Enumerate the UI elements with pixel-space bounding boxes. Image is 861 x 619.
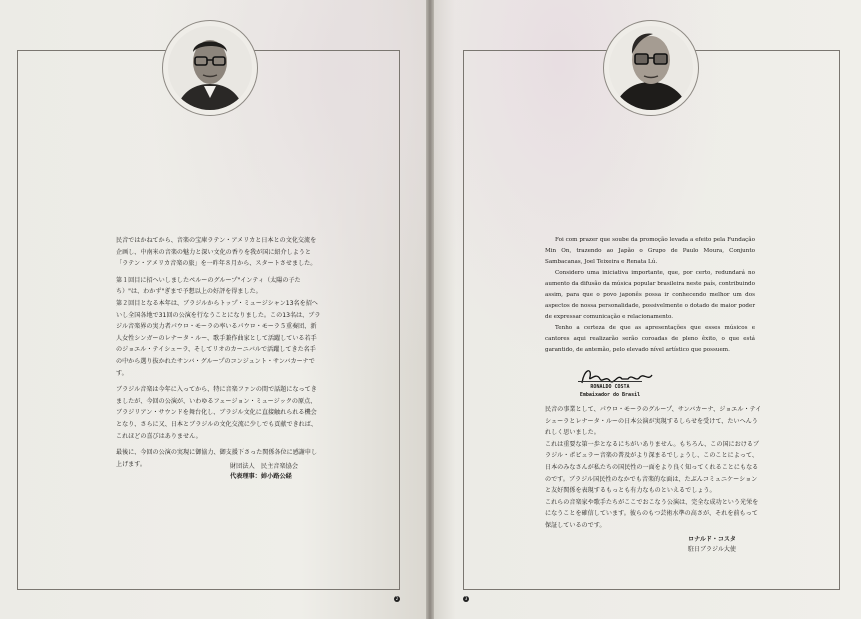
japanese-message [545, 404, 763, 532]
left-message-body [116, 235, 321, 470]
paragraph: 民音ではかねてから、音楽の宝庫ラテン・アメリカと日本との文化交流を企画し、中南米の音楽の魅力と深い文化の香りを我が国に紹介しようと「ラテン・アメリカ音楽の旅」を一昨年８月から、スタートさせました。 [116, 237, 317, 268]
signature-rule [578, 381, 642, 382]
paragraph: Tenho a certeza de que as apresentações que esses músicos e cantores aqui realizarão serão coroadas de pleno êxito, o que está garantido, de antemão, pelo elevado nível artístico que possuem. [545, 325, 755, 353]
signature-org: 財団法人 民主音楽協会 [230, 463, 299, 470]
portrait-photo [603, 20, 699, 116]
paragraph: これは重要な第一歩となるにちがいありません。もちろん、この国におけるブラジル・ポピュラー音楽の普及がより深まるでしょうし、このことによって、日本のみなさんが私たちの国民性の一面をより良く知ってくれることにもなるのです。ブラジル国民性のなかでも音楽的な面は、たぶんコミュニケーションと友好関係を表現するもっとも有力なものといえるでしょう。 [545, 440, 760, 495]
paragraph: Foi com prazer que soube da promoção levada a efeito pela Fundação Min On, trazendo ao Japão o Grupo de Paulo Moura, Conjunto Sambacanas, Joel Teixeira e Renata Lú. [545, 237, 755, 265]
page-number: 3 [464, 596, 468, 601]
paragraph: 最後に、今回の公演の実現に御協力、御支援下さった関係各位に感謝申し上げます。 [116, 449, 318, 468]
ambassador-title: Embaixador do Brasil [579, 392, 641, 398]
paragraph: 民音の事業として、パウロ・モーラのグループ、サンバカーナ、ジョエル・テイシェーラとレナータ・ルーの日本公演が実現するしらせを受けて、たいへんうれしく思いました。 [545, 406, 762, 437]
left-signature [230, 462, 298, 482]
ambassador-name: RONALDO COSTA [590, 384, 630, 390]
paragraph: 第１回目に招へいしましたペルーのグループ"インティ（太陽の子たち）"は、わかず"ぎまで予想以上の好評を得ました。 [116, 276, 301, 296]
ambassador-block [540, 381, 680, 399]
right-signature [688, 535, 736, 555]
man-portrait-icon [609, 26, 693, 110]
book-gutter [426, 0, 434, 619]
page-number: 2 [395, 596, 399, 601]
paragraph: Considero uma iniciativa importante, que, por certo, redundará no aumento da difusão da música popular brasileira neste país, contribuindo assim, para que o povo japonês possa ir conhecendo melhor um dos aspectos de nossa personalidade, possivelmente o dotado de maior poder de expressar comunicação e relacionamento. [545, 270, 755, 320]
man-portrait-icon [168, 26, 252, 110]
portuguese-message [545, 235, 755, 356]
left-page [0, 0, 430, 619]
signature-title: 駐日ブラジル大使 [688, 546, 736, 553]
paragraph: 第２回目となる本年は、ブラジルからトップ・ミュージシャン13名を招へいし全国各地で31回の公演を行なうことになりました。この13名は、ブラジル音楽界の実力者パウロ・モーラの率いるパウロ・モーラ５重奏団、新人女性シンガーのレナータ・ルー、歌手兼作曲家として活躍している若手のジョエル・テイシェーラ、そしてリオのカーニバルで活躍してきた名手の中から選り抜かれたサンバ・グループのコンジュント・サンバカーナです。 [116, 299, 321, 377]
portrait-photo [162, 20, 258, 116]
paragraph: これらの音楽家や歌手たちがここでおこなう公演は、完全な成功という光栄をになうことを確信しています。彼らのもつ芸術水準の高さが、それを前もって保証しているのです。 [545, 498, 759, 529]
paragraph: ブラジル音楽は今年に入ってから、特に音楽ファンの間で話題になってきましたが、今回の公演が、いわゆるフュージョン・ミュージックの原点、ブラジリアン・サウンドを舞台化し、ブラジル文化に直接触れられる機会となり、さらに又、日本とブラジルの文化交流に少しでも貢献できれば、これほどの喜びはありません。 [116, 386, 317, 440]
signature-name: ロナルド・コスタ [688, 536, 736, 543]
right-page [430, 0, 861, 619]
signature-name: 代表理事：姉小路公経 [230, 473, 292, 480]
